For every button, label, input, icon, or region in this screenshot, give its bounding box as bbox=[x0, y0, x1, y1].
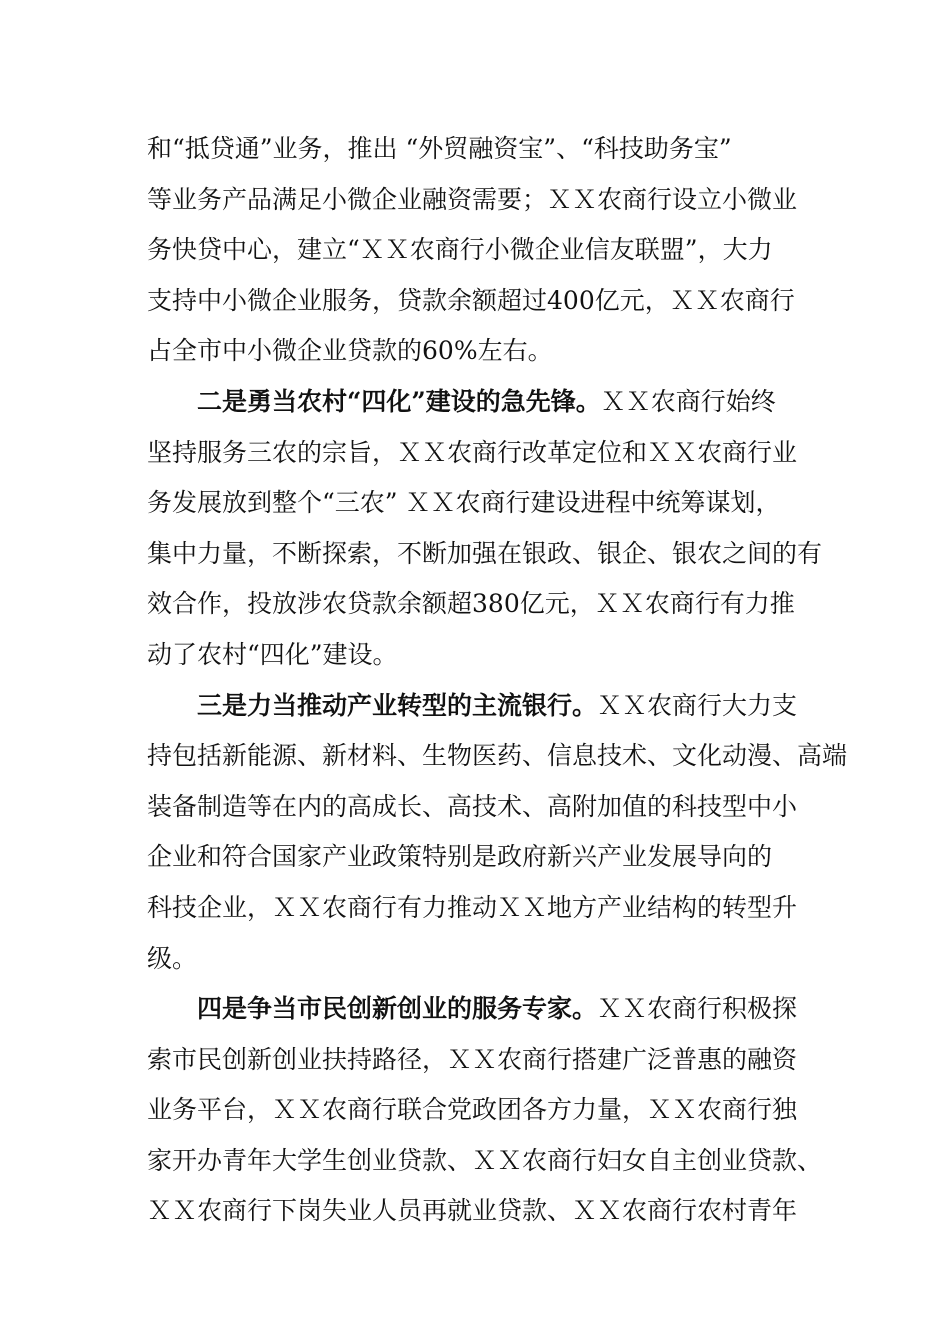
text-line: 效合作，投放涉农贷款余额超380亿元，ＸＸ农商行有力推 bbox=[147, 589, 795, 619]
text-line: 务快贷中心，建立“ＸＸ农商行小微企业信友联盟”，大力 bbox=[147, 235, 773, 265]
text-line: 家开办青年大学生创业贷款、ＸＸ农商行妇女自主创业贷款、 bbox=[147, 1145, 823, 1175]
paragraph-text: ＸＸ农商行大力支 bbox=[597, 690, 798, 720]
paragraph-first-line bbox=[147, 984, 815, 1035]
text-line: 和“抵贷通”业务，推出 “外贸融资宝”、“科技助务宝” bbox=[147, 134, 732, 163]
paragraph-heading: 四是争当市民创新创业的服务专家。 bbox=[197, 994, 598, 1024]
paragraph-text: ＸＸ农商行始终 bbox=[600, 386, 776, 416]
paragraph-heading: 三是力当推动产业转型的主流银行。 bbox=[197, 690, 598, 720]
text-line: 支持中小微企业服务，贷款余额超过400亿元，ＸＸ农商行 bbox=[147, 285, 795, 315]
paragraph-first-line bbox=[147, 681, 815, 732]
text-line: 坚持服务三农的宗旨，ＸＸ农商行改革定位和ＸＸ农商行业 bbox=[147, 437, 798, 467]
text-line: 企业和符合国家产业政策特别是政府新兴产业发展导向的 bbox=[147, 842, 773, 872]
paragraph-first-line bbox=[147, 377, 815, 428]
text-line: 业务平台，ＸＸ农商行联合党政团各方力量，ＸＸ农商行独 bbox=[147, 1095, 798, 1125]
body-text bbox=[147, 124, 848, 1237]
text-line: 占全市中小微企业贷款的60%左右。 bbox=[147, 336, 553, 366]
text-line: 等业务产品满足小微企业融资需要；ＸＸ农商行设立小微业 bbox=[147, 184, 798, 214]
text-line: 索市民创新创业扶持路径，ＸＸ农商行搭建广泛普惠的融资 bbox=[147, 1044, 798, 1074]
text-line: 持包括新能源、新材料、生物医药、信息技术、文化动漫、高端 bbox=[147, 741, 848, 771]
text-line: 集中力量，不断探索，不断加强在银政、银企、银农之间的有 bbox=[147, 538, 823, 568]
text-line: 动了农村“四化”建设。 bbox=[147, 639, 398, 669]
text-line: ＸＸ农商行下岗失业人员再就业贷款、ＸＸ农商行农村青年 bbox=[147, 1196, 798, 1226]
paragraph-heading: 二是勇当农村“四化”建设的急先锋。 bbox=[197, 386, 601, 416]
text-line: 务发展放到整个“三农” ＸＸ农商行建设进程中统筹谋划， bbox=[147, 488, 781, 518]
text-line: 科技企业，ＸＸ农商行有力推动ＸＸ地方产业结构的转型升 bbox=[147, 892, 798, 922]
paragraph-text: ＸＸ农商行积极探 bbox=[597, 994, 798, 1024]
text-line: 级。 bbox=[147, 943, 198, 973]
text-line: 装备制造等在内的高成长、高技术、高附加值的科技型中小 bbox=[147, 791, 798, 821]
